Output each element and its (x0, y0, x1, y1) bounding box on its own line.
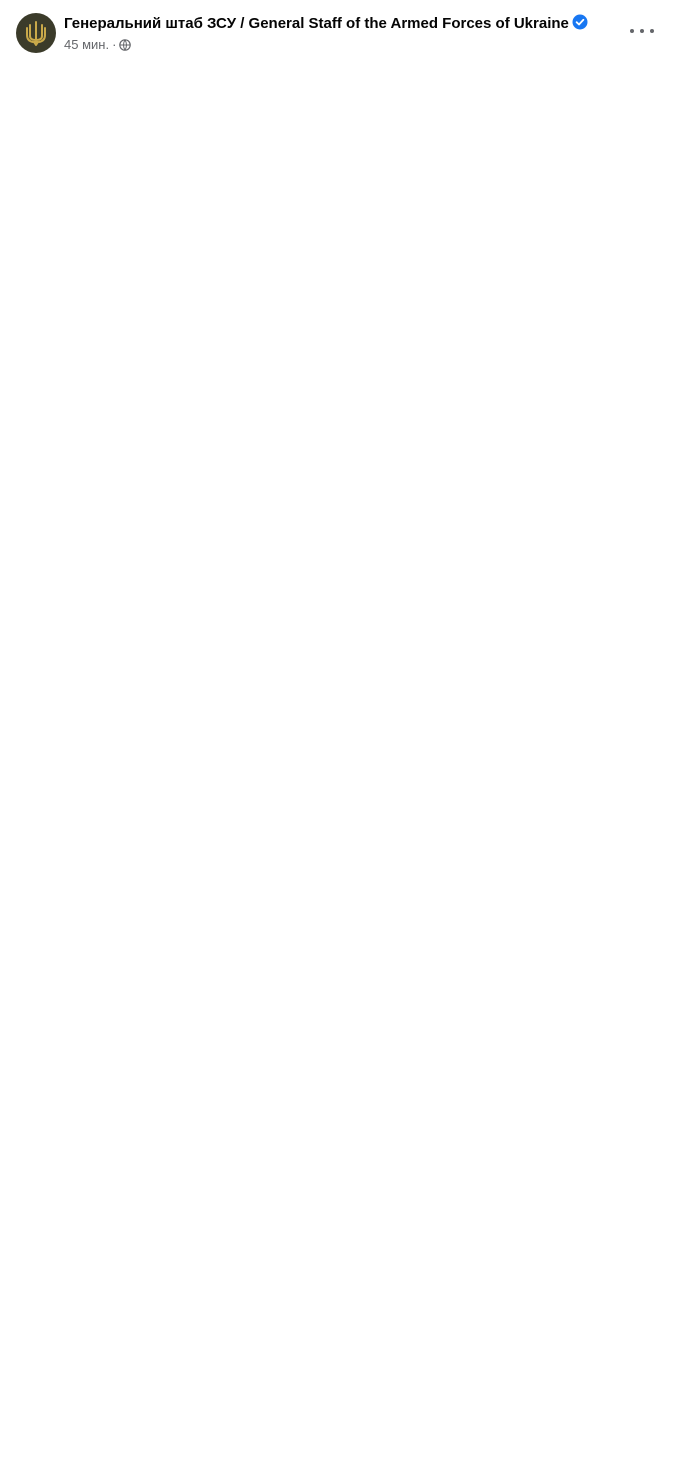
post-meta (64, 36, 131, 53)
post-body (16, 62, 662, 74)
page-avatar[interactable] (16, 13, 56, 53)
globe-icon[interactable] (119, 37, 131, 52)
meta-separator: · (112, 37, 117, 52)
page-name-link[interactable] (64, 14, 588, 35)
more-options-icon[interactable] (630, 26, 654, 36)
post-header (0, 0, 678, 62)
verified-badge-icon (572, 14, 588, 35)
post-timestamp[interactable]: 45 мин. (64, 37, 110, 52)
page-name-text[interactable]: Генеральний штаб ЗСУ / General Staff of the Armed Forces of Ukraine (64, 15, 569, 32)
trident-emblem-icon (22, 19, 50, 47)
